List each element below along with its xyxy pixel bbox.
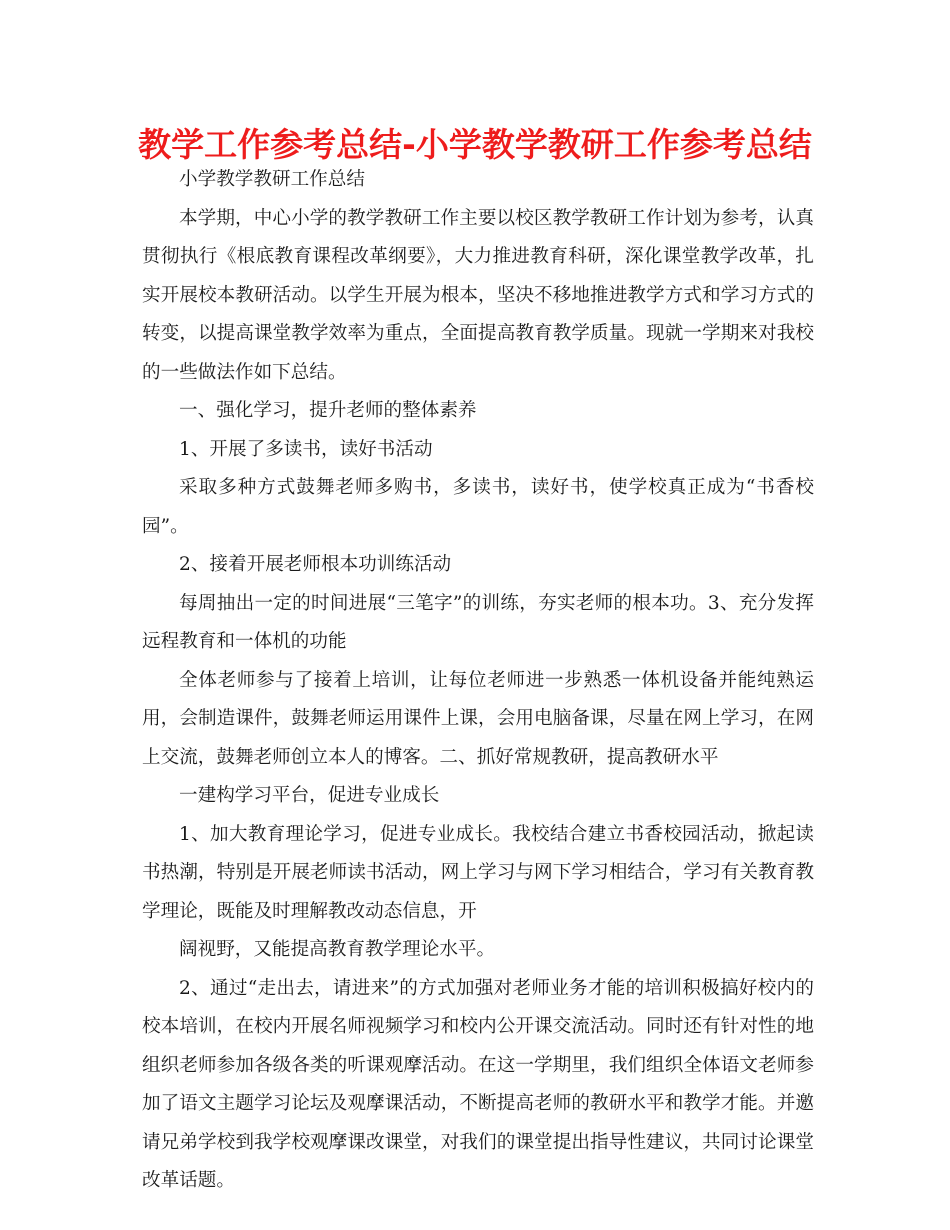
subheading-1-2: 2、接着开展老师根本功训练活动 xyxy=(179,554,452,575)
paragraph: 全体老师参与了接着上培训，让每位老师进一步熟悉一体机设备并能纯熟运用，会制造课件，鼓舞老师运用课件上课，会用电脑备课，尽量在网上学习，在网上交流，鼓舞老师创立本人的博客。二、抓好常规教研，提高教研水平 xyxy=(142,669,814,768)
document-title: 教学工作参考总结-小学教学教研工作参考总结 xyxy=(138,125,812,164)
paragraph-subtitle: 小学教学教研工作总结 xyxy=(179,169,365,190)
paragraph: 采取多种方式鼓舞老师多购书，多读书，读好书，使学校真正成为“书香校园”。 xyxy=(142,477,814,537)
paragraph: 阔视野，又能提高教育教学理论水平。 xyxy=(179,939,496,960)
paragraph: 每周抽出一定的时间进展“三笔字”的训练，夯实老师的根本功。3、充分发挥远程教育和一体机的功能 xyxy=(142,592,814,652)
paragraph: 2、通过“走出去，请进来”的方式加强对老师业务才能的培训积极搞好校内的校本培训，在校内开展名师视频学习和校内公开课交流活动。同时还有针对性的地组织老师参加各级各类的听课观摩活动。在这一学期里，我们组织全体语文老师参加了语文主题学习论坛及观摩课活动，不断提高老师的教研水平和教学才能。并邀请兄弟学校到我学校观摩课改课堂，对我们的课堂提出指导性建议，共同讨论课堂改革话题。 xyxy=(142,977,814,1191)
section-heading-1: 一、强化学习，提升老师的整体素养 xyxy=(179,400,477,421)
subheading-2-1: 一建构学习平台，促进专业成长 xyxy=(179,785,440,806)
document-body xyxy=(142,161,814,1201)
paragraph-intro: 本学期，中心小学的教学教研工作主要以校区教学教研工作计划为参考，认真贯彻执行《根底教育课程改革纲要》，大力推进教育科研，深化课堂教学改革，扎实开展校本教研活动。以学生开展为根本，坚决不移地推进教学方式和学习方式的转变，以提高课堂教学效率为重点，全面提高教育教学质量。现就一学期来对我校的一些做法作如下总结。 xyxy=(142,207,814,383)
subheading-1-1: 1、开展了多读书，读好书活动 xyxy=(179,438,433,460)
paragraph: 1、加大教育理论学习，促进专业成长。我校结合建立书香校园活动，掀起读书热潮，特别是开展老师读书活动，网上学习与网下学习相结合，学习有关教育教学理论，既能及时理解教改动态信息，开 xyxy=(142,823,814,922)
